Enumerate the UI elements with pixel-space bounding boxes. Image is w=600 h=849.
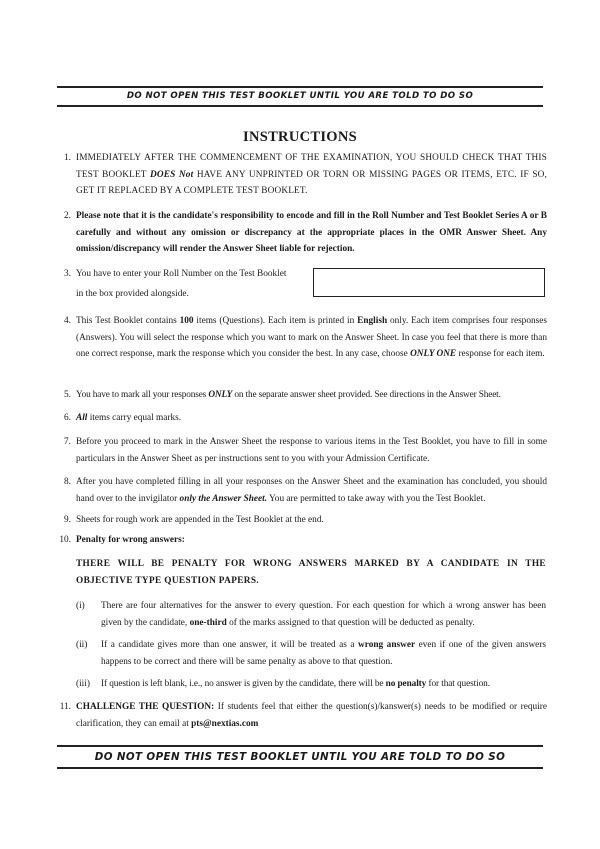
warning-banner-bottom: DO NOT OPEN THIS TEST BOOKLET UNTIL YOU ARE TOLD TO DO SO bbox=[57, 745, 543, 769]
item-number: 4. bbox=[64, 316, 71, 326]
instruction-10 bbox=[47, 532, 547, 549]
item-number: 9. bbox=[64, 515, 71, 525]
point-number: (i) bbox=[76, 601, 85, 611]
item-number: 3. bbox=[64, 269, 71, 279]
point-number: (iii) bbox=[76, 679, 90, 689]
instruction-9 bbox=[47, 512, 547, 529]
instruction-8 bbox=[47, 474, 547, 508]
item-number: 11. bbox=[59, 702, 71, 712]
page-title: INSTRUCTIONS bbox=[243, 129, 357, 145]
instruction-text: Please note that it is the candidate's responsibility to encode and fill in the Roll Number and Test Booklet Series A or B carefully and without any omission or discrepancy at the appropriate places in the OMR Answer Sheet. Any omission/discrepancy will render the Answer Sheet liable for rejection. bbox=[76, 211, 547, 254]
instruction-4 bbox=[47, 313, 547, 379]
instruction-text: Before you proceed to mark in the Answer Sheet the response to various items in the Test Booklet, you have to fill in some particulars in the Answer Sheet as per instructions sent to you with your Admission Certificate. bbox=[76, 437, 547, 464]
point-text: If question is left blank, i.e., no answer is given by the candidate, there will be no penalty for that question. bbox=[101, 679, 490, 689]
instruction-text: All items carry equal marks. bbox=[76, 413, 182, 423]
point-text: There are four alternatives for the answer to every question. For each question for which a wrong answer has been given by the candidate, one-third of the marks assigned to that question will be deducted as penalty. bbox=[101, 601, 546, 628]
penalty-point-1 bbox=[76, 598, 546, 632]
instruction-text: You have to enter your Roll Number on the Test Booklet in the box provided alongside. bbox=[76, 269, 287, 299]
instruction-text: You have to mark all your responses ONLY on the separate answer sheet provided. See directions in the Answer Sheet. bbox=[76, 390, 501, 400]
instruction-2 bbox=[47, 208, 547, 258]
instruction-5 bbox=[47, 387, 547, 404]
penalty-heading: THERE WILL BE PENALTY FOR WRONG ANSWERS MARKED BY A CANDIDATE IN THE OBJECTIVE TYPE QUESTION PAPERS. bbox=[76, 559, 546, 586]
item-number: 7. bbox=[64, 437, 71, 447]
item-number: 1. bbox=[64, 153, 71, 163]
instruction-text: CHALLENGE THE QUESTION: If students feel that either the question(s)/kanswer(s) needs to be modified or require clarification, they can email at pts@nextias.com bbox=[76, 702, 547, 729]
instruction-text: Penalty for wrong answers: bbox=[76, 535, 185, 545]
warning-banner-top: DO NOT OPEN THIS TEST BOOKLET UNTIL YOU ARE TOLD TO DO SO bbox=[57, 86, 543, 107]
instruction-6 bbox=[47, 410, 547, 427]
instruction-text: IMMEDIATELY AFTER THE COMMENCEMENT OF THE EXAMINATION, YOU SHOULD CHECK THAT THIS TEST BOOKLET DOES Not HAVE ANY UNPRINTED OR TORN OR MISSING PAGES OR ITEMS, ETC. IF SO, GET IT REPLACED BY A COMPLETE TEST BOOKLET. bbox=[76, 153, 547, 196]
point-text: If a candidate gives more than one answer, it will be treated as a wrong answer even if one of the given answers happens to be correct and there will be same penalty as above to that question. bbox=[101, 640, 546, 667]
instruction-text: Sheets for rough work are appended in the Test Booklet at the end. bbox=[76, 515, 324, 525]
item-number: 2. bbox=[64, 211, 71, 221]
point-number: (ii) bbox=[76, 640, 88, 650]
roll-number-box[interactable] bbox=[313, 268, 545, 297]
item-number: 10. bbox=[59, 535, 71, 545]
instruction-1 bbox=[47, 150, 547, 200]
item-number: 8. bbox=[64, 477, 71, 487]
penalty-point-2 bbox=[76, 637, 546, 671]
item-number: 5. bbox=[64, 390, 71, 400]
instruction-text: After you have completed filling in all your responses on the Answer Sheet and the examination has concluded, you should hand over to the invigilator only the Answer Sheet. You are permitted to take away with you the Test Booklet. bbox=[76, 477, 547, 504]
instruction-11 bbox=[47, 699, 547, 733]
penalty-point-3 bbox=[76, 676, 546, 693]
instruction-7 bbox=[47, 434, 547, 468]
item-number: 6. bbox=[64, 413, 71, 423]
instruction-text: This Test Booklet contains 100 items (Questions). Each item is printed in English only. Each item comprises four responses (Answers). You will select the response which you want to mark on the Answer Sheet. In case you feel that there is more than one correct response, mark the response which you consider the best. In any case, choose ONLY ONE response for each item. bbox=[76, 316, 547, 359]
